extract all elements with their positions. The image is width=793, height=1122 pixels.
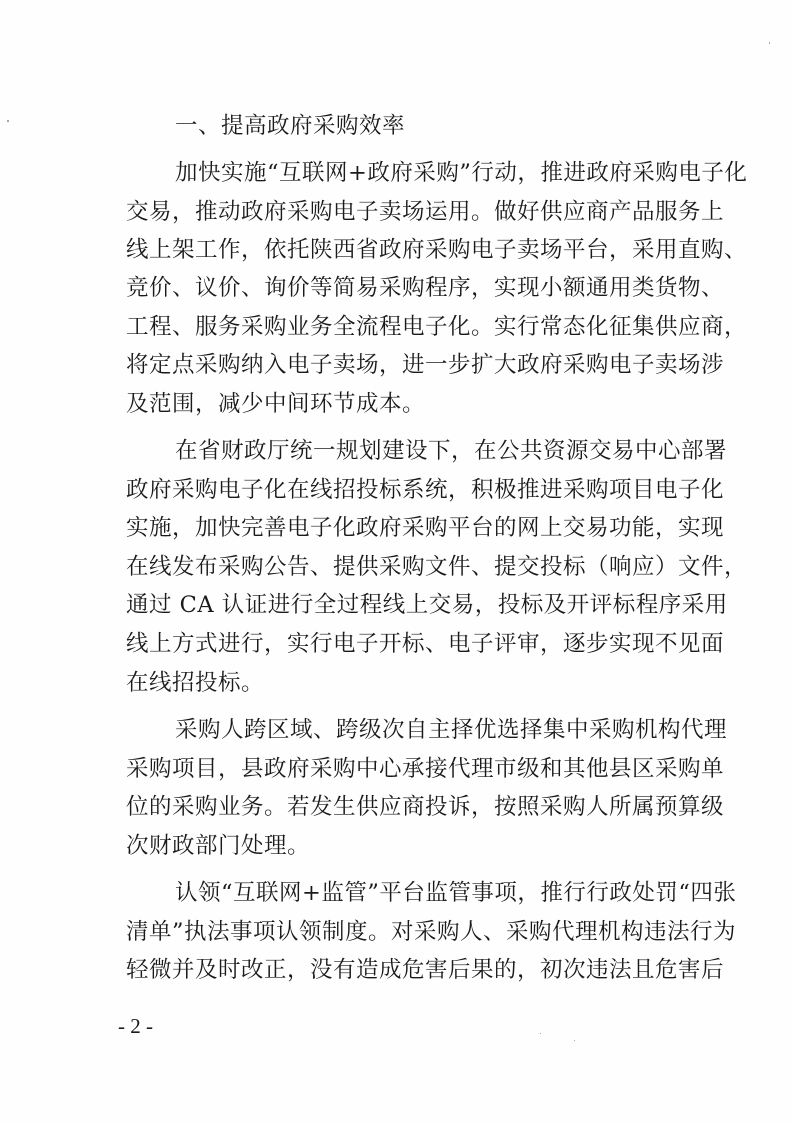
paragraph-line: 工程、服务采购业务全流程电子化。实行常态化征集供应商， [126, 314, 748, 340]
paragraph-line: 轻微并及时改正，没有造成危害后果的，初次违法且危害后 [126, 957, 725, 983]
paragraph-line: 次财政部门处理。 [126, 833, 311, 859]
scan-speck [540, 1033, 541, 1034]
scan-speck [769, 42, 770, 44]
paragraph-line: 在线发布采购公告、提供采购文件、提交投标（响应）文件， [126, 554, 748, 580]
paragraph-line: 加快实施“互联网+政府采购”行动，推进政府采购电子化 [175, 160, 748, 186]
paragraph-line: 竞价、议价、询价等简易采购程序，实现小额通用类货物、 [126, 275, 725, 301]
paragraph-line: 采购项目，县政府采购中心承接代理市级和其他县区采购单 [126, 756, 725, 782]
paragraph-line: 通过 CA 认证进行全过程线上交易，投标及开评标程序采用 [126, 592, 728, 618]
paragraph-line: 交易，推动政府采购电子卖场运用。做好供应商产品服务上 [126, 199, 725, 225]
paragraph-line: 在线招投标。 [126, 670, 265, 696]
section-heading: 一、提高政府采购效率 [175, 113, 406, 139]
paragraph-line: 及范围，减少中间环节成本。 [126, 391, 426, 417]
paragraph-line: 将定点采购纳入电子卖场，进一步扩大政府采购电子卖场涉 [126, 352, 725, 378]
paragraph-line: 政府采购电子化在线招投标系统，积极推进采购项目电子化 [126, 477, 725, 503]
scan-speck [7, 120, 9, 122]
paragraph-line: 采购人跨区域、跨级次自主择优选择集中采购机构代理 [175, 717, 728, 743]
scan-speck [574, 1040, 575, 1041]
page-number: - 2 - [118, 1014, 153, 1038]
paragraph-line: 线上方式进行，实行电子开标、电子评审，逐步实现不见面 [126, 631, 725, 657]
paragraph-line: 位的采购业务。若发生供应商投诉，按照采购人所属预算级 [126, 794, 725, 820]
paragraph-line: 清单”执法事项认领制度。对采购人、采购代理机构违法行为 [126, 919, 737, 945]
paragraph-line: 线上架工作，依托陕西省政府采购电子卖场平台，采用直购、 [126, 237, 748, 263]
paragraph-line: 在省财政厅统一规划建设下，在公共资源交易中心部署 [175, 438, 728, 464]
paragraph-line: 实施，加快完善电子化政府采购平台的网上交易功能，实现 [126, 515, 725, 541]
paragraph-line: 认领“互联网+监管”平台监管事项，推行行政处罚“四张 [175, 880, 737, 906]
